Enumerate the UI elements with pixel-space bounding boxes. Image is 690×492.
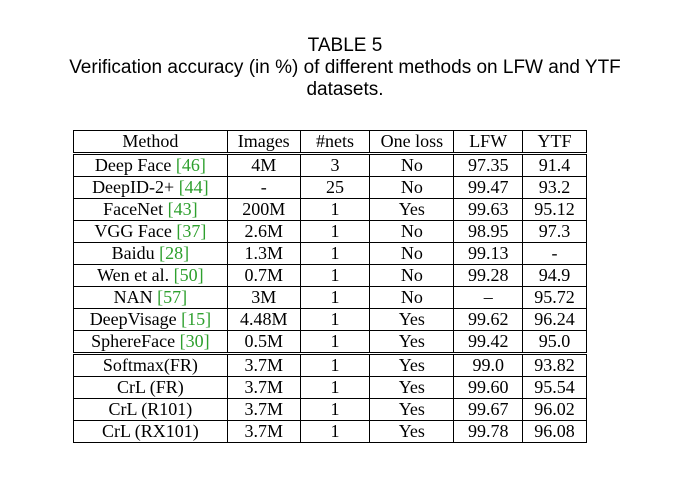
table-row xyxy=(74,421,587,443)
cell-images: 4M xyxy=(227,154,300,177)
citation-link[interactable]: [46] xyxy=(175,155,206,175)
table-row xyxy=(74,199,587,221)
cell-method xyxy=(74,265,228,287)
citation-link[interactable]: [15] xyxy=(181,309,212,329)
cell-images: 0.5M xyxy=(227,331,300,354)
cell-lfw: – xyxy=(454,287,523,309)
cell-lfw: 99.78 xyxy=(454,421,523,443)
cell-ytf: 93.2 xyxy=(523,177,587,199)
cell-method xyxy=(74,421,228,443)
cell-images: 4.48M xyxy=(227,309,300,331)
header-ytf: YTF xyxy=(523,131,587,154)
cell-ytf: 95.12 xyxy=(523,199,587,221)
results-table xyxy=(73,130,587,443)
header-nets: #nets xyxy=(300,131,370,154)
cell-ytf: - xyxy=(523,243,587,265)
table-label: TABLE 5 xyxy=(307,35,383,56)
header-lfw: LFW xyxy=(454,131,523,154)
table-body xyxy=(74,154,587,443)
cell-lfw: 99.62 xyxy=(454,309,523,331)
cell-nets: 1 xyxy=(300,265,370,287)
cell-one-loss: No xyxy=(370,287,454,309)
cell-lfw: 99.13 xyxy=(454,243,523,265)
cell-images: 200M xyxy=(227,199,300,221)
citation-link[interactable]: [43] xyxy=(167,199,198,219)
cell-lfw: 99.60 xyxy=(454,377,523,399)
table-header-row xyxy=(74,131,587,154)
cell-images: 3.7M xyxy=(227,399,300,421)
citation-link[interactable]: [28] xyxy=(159,243,190,263)
method-name: Deep Face xyxy=(94,155,172,175)
cell-nets: 1 xyxy=(300,399,370,421)
table-row xyxy=(74,309,587,331)
cell-nets: 1 xyxy=(300,199,370,221)
cell-nets: 1 xyxy=(300,331,370,354)
cell-ytf: 95.0 xyxy=(523,331,587,354)
cell-one-loss: No xyxy=(370,177,454,199)
method-name: Baidu xyxy=(111,243,155,263)
table-caption-line-1: Verification accuracy (in %) of different methods on LFW and YTF xyxy=(69,57,621,78)
cell-lfw: 99.47 xyxy=(454,177,523,199)
cell-one-loss: Yes xyxy=(370,354,454,377)
cell-lfw: 99.42 xyxy=(454,331,523,354)
cell-nets: 1 xyxy=(300,354,370,377)
cell-images: 1.3M xyxy=(227,243,300,265)
cell-one-loss: Yes xyxy=(370,399,454,421)
method-name: SphereFace xyxy=(91,331,176,351)
cell-ytf: 95.54 xyxy=(523,377,587,399)
table-row xyxy=(74,265,587,287)
cell-ytf: 94.9 xyxy=(523,265,587,287)
cell-images: 0.7M xyxy=(227,265,300,287)
cell-lfw: 97.35 xyxy=(454,154,523,177)
table-row xyxy=(74,399,587,421)
citation-link[interactable]: [30] xyxy=(179,331,210,351)
cell-lfw: 99.67 xyxy=(454,399,523,421)
cell-method xyxy=(74,177,228,199)
cell-method xyxy=(74,243,228,265)
method-name: NAN xyxy=(113,287,153,307)
cell-images: 3.7M xyxy=(227,421,300,443)
table-row xyxy=(74,177,587,199)
cell-nets: 1 xyxy=(300,221,370,243)
cell-ytf: 95.72 xyxy=(523,287,587,309)
cell-lfw: 99.63 xyxy=(454,199,523,221)
table-row xyxy=(74,354,587,377)
cell-one-loss: Yes xyxy=(370,331,454,354)
cell-lfw: 99.28 xyxy=(454,265,523,287)
cell-ytf: 96.24 xyxy=(523,309,587,331)
citation-link[interactable]: [37] xyxy=(176,221,207,241)
cell-one-loss: No xyxy=(370,154,454,177)
header-method: Method xyxy=(74,131,228,154)
cell-one-loss: No xyxy=(370,221,454,243)
cell-images: 3M xyxy=(227,287,300,309)
cell-method xyxy=(74,377,228,399)
method-name: CrL (FR) xyxy=(116,377,184,397)
cell-method xyxy=(74,287,228,309)
cell-ytf: 96.02 xyxy=(523,399,587,421)
method-name: Softmax(FR) xyxy=(102,355,198,375)
cell-lfw: 99.0 xyxy=(454,354,523,377)
cell-images: 2.6M xyxy=(227,221,300,243)
method-name: Wen et al. xyxy=(97,265,170,285)
cell-method xyxy=(74,399,228,421)
table-row xyxy=(74,154,587,177)
method-name: FaceNet xyxy=(103,199,164,219)
header-images: Images xyxy=(227,131,300,154)
method-name: CrL (R101) xyxy=(108,399,193,419)
cell-one-loss: Yes xyxy=(370,309,454,331)
method-name: VGG Face xyxy=(94,221,172,241)
cell-ytf: 91.4 xyxy=(523,154,587,177)
table-row xyxy=(74,287,587,309)
cell-one-loss: Yes xyxy=(370,199,454,221)
cell-one-loss: Yes xyxy=(370,377,454,399)
cell-method xyxy=(74,221,228,243)
table-row xyxy=(74,331,587,354)
citation-link[interactable]: [50] xyxy=(173,265,204,285)
cell-method xyxy=(74,354,228,377)
cell-one-loss: Yes xyxy=(370,421,454,443)
citation-link[interactable]: [44] xyxy=(178,177,209,197)
cell-method xyxy=(74,154,228,177)
cell-images: 3.7M xyxy=(227,354,300,377)
table-row xyxy=(74,243,587,265)
cell-ytf: 97.3 xyxy=(523,221,587,243)
method-name: DeepVisage xyxy=(89,309,177,329)
cell-method xyxy=(74,199,228,221)
cell-one-loss: No xyxy=(370,243,454,265)
cell-method xyxy=(74,331,228,354)
cell-nets: 1 xyxy=(300,377,370,399)
cell-nets: 1 xyxy=(300,309,370,331)
cell-nets: 1 xyxy=(300,287,370,309)
method-name: CrL (RX101) xyxy=(101,421,199,441)
cell-nets: 1 xyxy=(300,421,370,443)
table-row xyxy=(74,377,587,399)
cell-images: - xyxy=(227,177,300,199)
table-caption-line-2: datasets. xyxy=(306,79,384,100)
cell-method xyxy=(74,309,228,331)
table-row xyxy=(74,221,587,243)
cell-nets: 25 xyxy=(300,177,370,199)
cell-lfw: 98.95 xyxy=(454,221,523,243)
cell-ytf: 93.82 xyxy=(523,354,587,377)
header-one-loss: One loss xyxy=(370,131,454,154)
cell-nets: 1 xyxy=(300,243,370,265)
citation-link[interactable]: [57] xyxy=(157,287,188,307)
cell-ytf: 96.08 xyxy=(523,421,587,443)
cell-one-loss: No xyxy=(370,265,454,287)
cell-images: 3.7M xyxy=(227,377,300,399)
cell-nets: 3 xyxy=(300,154,370,177)
method-name: DeepID-2+ xyxy=(92,177,175,197)
